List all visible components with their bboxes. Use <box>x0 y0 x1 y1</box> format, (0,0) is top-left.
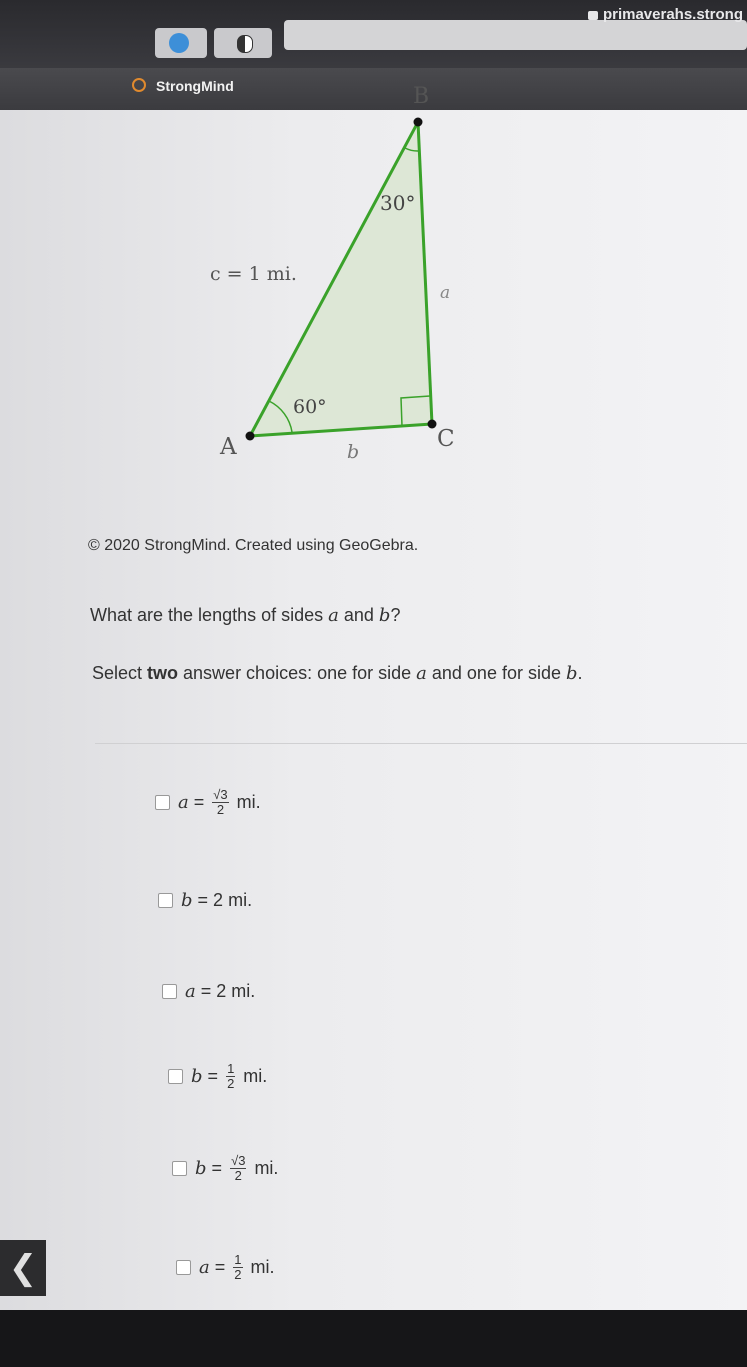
divider <box>95 743 747 744</box>
question-var-a: a <box>328 605 339 626</box>
choice-unit: mi. <box>250 1257 275 1277</box>
vertex-b-label: B <box>413 84 430 109</box>
checkbox[interactable] <box>158 893 173 908</box>
checkbox[interactable] <box>172 1161 187 1176</box>
chevron-left-icon: ❮ <box>8 1248 38 1288</box>
instruction-var-a: a <box>416 663 427 684</box>
choice-equals: = 2 mi. <box>200 981 256 1001</box>
back-button[interactable] <box>0 1240 46 1296</box>
fraction-denominator: 2 <box>234 1168 242 1183</box>
answer-choice-5[interactable] <box>172 1154 278 1183</box>
choice-fraction <box>230 1154 246 1183</box>
choice-var: a <box>185 981 196 1002</box>
choice-fraction <box>212 788 228 817</box>
instruction-var-b: b <box>566 663 578 684</box>
side-a-label: a <box>440 283 451 303</box>
choice-equals: = 2 mi. <box>197 890 253 910</box>
triangle-diagram <box>0 0 747 520</box>
choice-fraction <box>226 1062 235 1091</box>
vertex-b-point <box>414 118 423 127</box>
question-text-2: and <box>338 605 379 625</box>
angle-a-label: 60° <box>293 396 327 418</box>
side-c-label: c = 1 mi. <box>210 263 297 285</box>
fraction-numerator: 1 <box>227 1061 235 1076</box>
vertex-a-label: A <box>220 434 237 460</box>
choice-unit: mi. <box>236 792 261 812</box>
checkbox[interactable] <box>155 795 170 810</box>
fraction-numerator: √3 <box>213 787 228 802</box>
question-text-3: ? <box>390 605 401 625</box>
screen-bezel <box>0 1310 747 1367</box>
url-label: primaverahs.strong <box>602 6 743 23</box>
choice-unit: mi. <box>243 1066 268 1086</box>
choice-var: b <box>191 1066 203 1087</box>
choice-var: b <box>195 1158 207 1179</box>
vertex-a-point <box>246 432 255 441</box>
instruction-text-4: . <box>577 663 583 683</box>
checkbox[interactable] <box>162 984 177 999</box>
angle-b-label: 30° <box>380 191 416 215</box>
fraction-numerator: √3 <box>231 1153 246 1168</box>
vertex-c-label: C <box>437 426 455 452</box>
instruction-text-2: answer choices: one for side <box>178 663 417 683</box>
brand-label: StrongMind <box>156 78 234 94</box>
choice-equals: = <box>214 1257 226 1277</box>
choice-var: b <box>181 890 193 911</box>
question-instructions <box>92 663 583 684</box>
choice-equals: = <box>207 1066 219 1086</box>
choice-unit: mi. <box>254 1158 279 1178</box>
answer-choice-2[interactable] <box>158 890 252 911</box>
question-text-1: What are the lengths of sides <box>90 605 329 625</box>
fraction-denominator: 2 <box>234 1267 242 1282</box>
question-var-b: b <box>378 605 391 626</box>
instruction-text-3: and one for side <box>426 663 566 683</box>
choice-equals: = <box>211 1158 223 1178</box>
fraction-denominator: 2 <box>227 1076 235 1091</box>
answer-choice-4[interactable] <box>168 1062 267 1091</box>
instruction-bold: two <box>147 663 179 683</box>
side-b-label: b <box>347 441 360 463</box>
instruction-text-1: Select <box>92 663 148 683</box>
question-prompt <box>90 605 400 626</box>
answer-choice-3[interactable] <box>162 981 255 1002</box>
vertex-c-point <box>428 420 437 429</box>
fraction-denominator: 2 <box>216 802 225 817</box>
fraction-numerator: 1 <box>234 1252 242 1267</box>
answer-choice-1[interactable] <box>155 788 261 817</box>
image-credit: © 2020 StrongMind. Created using GeoGebra. <box>88 537 419 554</box>
checkbox[interactable] <box>176 1260 191 1275</box>
answer-choice-6[interactable] <box>176 1253 275 1282</box>
checkbox[interactable] <box>168 1069 183 1084</box>
choice-var: a <box>199 1257 210 1278</box>
choice-fraction <box>233 1253 242 1282</box>
choice-var: a <box>178 792 189 813</box>
choice-equals: = <box>193 792 205 812</box>
